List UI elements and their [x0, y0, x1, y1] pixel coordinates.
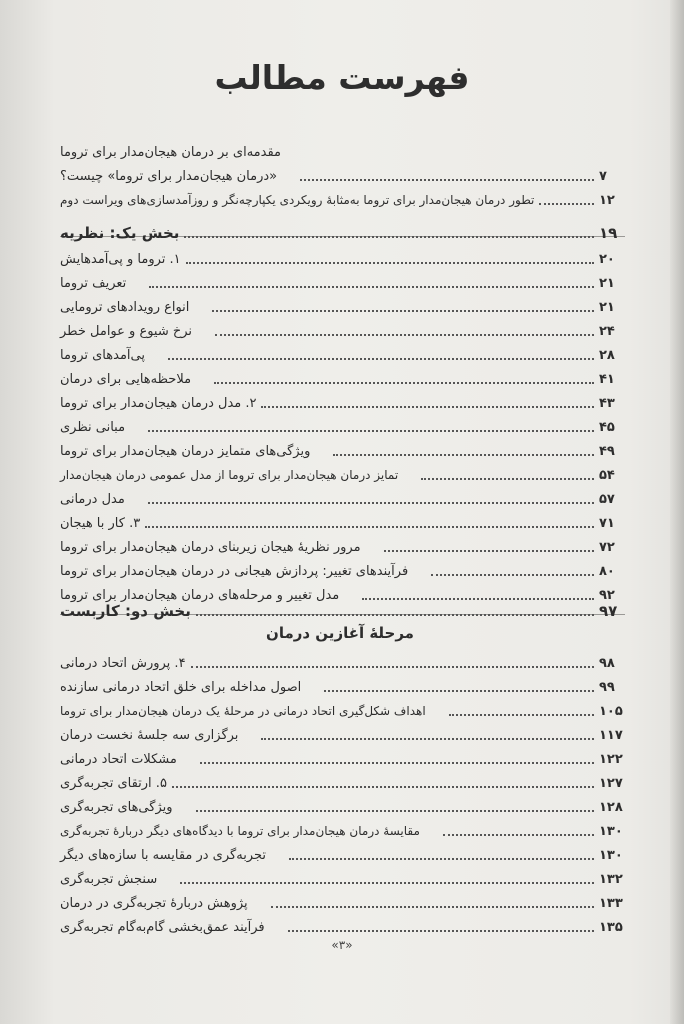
toc-entry-text: ۱. تروما و پی‌آمدهایش — [60, 252, 181, 267]
leader-dots — [196, 809, 594, 812]
leader-dots — [288, 929, 594, 932]
book-spine-edge — [670, 0, 684, 1024]
toc-page-number: ۷۲ — [599, 540, 615, 555]
toc-entry-text: مقایسهٔ درمان هیجان‌مدار برای تروما با دیدگاه‌های دیگر دربارهٔ تجربه‌گری — [60, 824, 420, 838]
toc-entry-text: تطور درمان هیجان‌مدار برای تروما به‌مثابهٔ رویکردی یکپارچه‌نگر و روزآمدسازی‌های ویراست دوم — [60, 193, 535, 207]
leader-dots — [261, 737, 594, 740]
leader-dots — [180, 881, 594, 884]
toc-intro-heading — [60, 137, 625, 161]
toc-section — [60, 672, 625, 696]
toc-section — [60, 720, 625, 744]
leader-dots — [324, 689, 594, 692]
toc-section — [60, 412, 625, 436]
leader-dots — [215, 333, 594, 336]
toc-section — [60, 484, 625, 508]
toc-page-number: ۱۳۳ — [599, 896, 623, 911]
leader-dots — [449, 713, 594, 716]
part-title: بخش یک: نظریه — [60, 224, 180, 242]
toc-page-number: ۲۸ — [599, 348, 615, 363]
toc-page-number: ۷۱ — [599, 516, 615, 531]
toc-entry-text: ۴. پرورش اتحاد درمانی — [60, 656, 186, 671]
leader-dots — [431, 573, 594, 576]
leader-dots — [214, 381, 594, 384]
leader-dots — [443, 833, 594, 836]
part-title: بخش دو: کاربست — [60, 602, 191, 620]
toc-section — [60, 316, 625, 340]
toc-entry-text: سنجش تجربه‌گری — [60, 872, 158, 887]
leader-dots — [186, 261, 594, 264]
toc-entry-text: اهداف شکل‌گیری اتحاد درمانی در مرحلهٔ یک درمان هیجان‌مدار برای تروما — [60, 704, 426, 718]
toc-section — [60, 364, 625, 388]
toc-section — [60, 864, 625, 888]
leader-dots — [148, 501, 594, 504]
toc-page-number: ۱۲ — [599, 193, 615, 208]
toc-section — [60, 792, 625, 816]
toc-page-number: ۷ — [599, 169, 607, 184]
toc-page-number: ۴۵ — [599, 420, 615, 435]
toc-entry-text: «درمان هیجان‌مدار برای تروما» چیست؟ — [60, 169, 278, 184]
toc-part-heading — [60, 596, 625, 620]
leader-dots — [384, 549, 594, 552]
toc-page-number: ۹۹ — [599, 680, 615, 695]
toc-page-number: ۱۳۰ — [599, 824, 623, 839]
toc-page-number: ۱۰۵ — [599, 704, 623, 719]
leader-dots — [149, 285, 594, 288]
toc-chapter — [60, 388, 625, 412]
leader-dots — [289, 857, 594, 860]
leader-dots — [184, 235, 594, 238]
toc-section — [60, 744, 625, 768]
toc-page-number: ۵۷ — [599, 492, 615, 507]
toc-entry-text: پی‌آمدهای تروما — [60, 348, 145, 363]
toc-entry-text: مبانی نظری — [60, 420, 126, 435]
toc-entry-text: تعریف تروما — [60, 276, 127, 291]
leader-dots — [191, 665, 594, 668]
toc-entry-text: ویژگی‌های متمایز درمان هیجان‌مدار برای تروما — [60, 444, 311, 459]
toc-section — [60, 840, 625, 864]
toc-section — [60, 292, 625, 316]
toc-entry-text: ۵. ارتقای تجربه‌گری — [60, 776, 167, 791]
toc-page-number: ۱۲۲ — [599, 752, 623, 767]
leader-dots — [148, 429, 594, 432]
toc-entry-text: انواع رویدادهای ترومایی — [60, 300, 190, 315]
toc-section — [60, 268, 625, 292]
toc-page-number: ۲۴ — [599, 324, 615, 339]
toc-page-number: ۲۱ — [599, 300, 615, 315]
toc-chapter — [60, 244, 625, 268]
leader-dots — [212, 309, 594, 312]
toc-page-number: ۱۲۸ — [599, 800, 623, 815]
toc-page-number: ۲۱ — [599, 276, 615, 291]
toc-entry-text: تمایز درمان هیجان‌مدار برای تروما از مدل عمومی درمان هیجان‌مدار — [60, 468, 399, 482]
toc-entry — [60, 161, 625, 185]
toc-chapter — [60, 768, 625, 792]
leader-dots — [196, 613, 594, 616]
toc-section — [60, 888, 625, 912]
toc-page-number: ۴۳ — [599, 396, 615, 411]
toc-section — [60, 340, 625, 364]
page-number-footer: «۳» — [331, 938, 353, 952]
toc-entry-text: پژوهش دربارهٔ تجربه‌گری در درمان — [60, 896, 248, 911]
toc-section — [60, 532, 625, 556]
toc-part-heading — [60, 218, 625, 242]
phase-subheading: مرحلهٔ آغازین درمان — [266, 624, 414, 642]
toc-entry-text: فرآیند عمق‌بخشی گام‌به‌گام تجربه‌گری — [60, 920, 265, 935]
toc-entry-text: مشکلات اتحاد درمانی — [60, 752, 177, 767]
toc-entry-text: اصول مداخله برای خلق اتحاد درمانی سازنده — [60, 680, 302, 695]
toc-section — [60, 816, 625, 840]
leader-dots — [333, 453, 594, 456]
toc-page-number: ۹۷ — [599, 602, 618, 620]
toc-page-number: ۲۰ — [599, 252, 615, 267]
toc-entry-text: فرآیندهای تغییر: پردازش هیجانی در درمان هیجان‌مدار برای تروما — [60, 564, 409, 579]
page-title: فهرست مطالب — [214, 58, 470, 97]
leader-dots — [271, 905, 594, 908]
toc-page-number: ۴۱ — [599, 372, 615, 387]
toc-entry-text: ملاحظه‌هایی برای درمان — [60, 372, 192, 387]
toc-page-number: ۱۳۰ — [599, 848, 623, 863]
leader-dots — [172, 785, 594, 788]
toc-page-number: ۵۴ — [599, 468, 615, 483]
leader-dots — [261, 405, 594, 408]
toc-page-number: ۱۹ — [599, 224, 618, 242]
toc-section — [60, 436, 625, 460]
leader-dots — [168, 357, 594, 360]
toc-page-number: ۹۸ — [599, 656, 615, 671]
toc-page-number: ۸۰ — [599, 564, 615, 579]
toc-chapter — [60, 648, 625, 672]
toc-entry-text: مرور نظریهٔ هیجان زیربنای درمان هیجان‌مدار برای تروما — [60, 540, 361, 555]
toc-section — [60, 556, 625, 580]
toc-section — [60, 460, 625, 484]
toc-entry-text: ۲. مدل درمان هیجان‌مدار برای تروما — [60, 396, 257, 411]
leader-dots — [421, 477, 594, 480]
toc-entry-text: مدل درمانی — [60, 492, 125, 507]
toc-entry-text: ویژگی‌های تجربه‌گری — [60, 800, 173, 815]
toc-section — [60, 912, 625, 936]
toc-entry-text: نرخ شیوع و عوامل خطر — [60, 324, 193, 339]
leader-dots — [145, 525, 594, 528]
toc-page-number: ۹۲ — [599, 588, 615, 603]
toc-page-number: ۱۳۲ — [599, 872, 623, 887]
toc-entry-text: برگزاری سه جلسهٔ نخست درمان — [60, 728, 239, 743]
leader-dots — [539, 202, 594, 205]
toc-page-number: ۱۱۷ — [599, 728, 623, 743]
leader-dots — [200, 761, 594, 764]
toc-entry-text: مدل تغییر و مرحله‌های درمان هیجان‌مدار برای تروما — [60, 588, 340, 603]
toc-entry-text: تجربه‌گری در مقایسه با سازه‌های دیگر — [60, 848, 266, 863]
toc-page-number: ۱۲۷ — [599, 776, 623, 791]
toc-section — [60, 696, 625, 720]
toc-chapter — [60, 508, 625, 532]
toc-entry-text: ۳. کار با هیجان — [60, 516, 141, 531]
toc-page-number: ۱۳۵ — [599, 920, 623, 935]
toc-entry-text: مقدمه‌ای بر درمان هیجان‌مدار برای تروما — [60, 145, 281, 160]
toc-page-number: ۴۹ — [599, 444, 615, 459]
toc-entry — [60, 185, 625, 209]
leader-dots — [300, 178, 594, 181]
